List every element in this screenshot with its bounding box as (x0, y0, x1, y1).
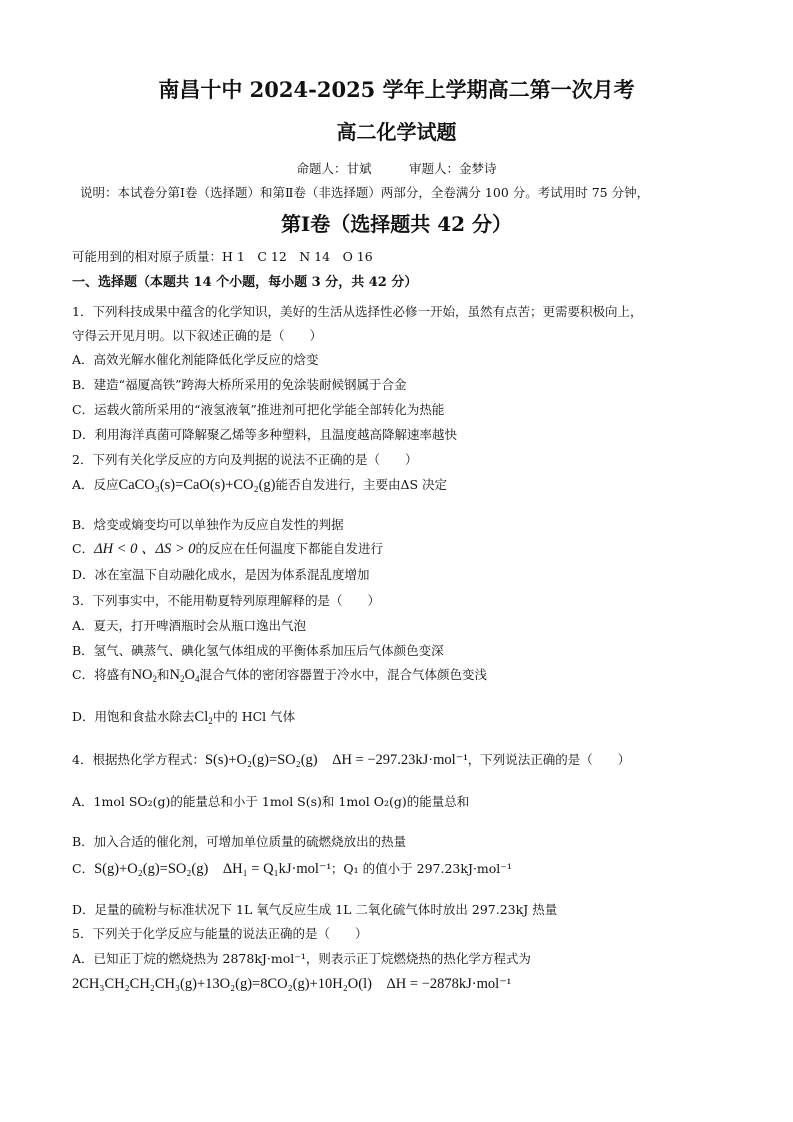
cl2-formula: $Cl_2$ (194, 709, 213, 726)
q2-a-prefix: A．反应 (72, 477, 119, 492)
q3-option-a: A．夏天，打开啤酒瓶时会从瓶口逸出气泡 (72, 618, 307, 633)
q5-stem: 5．下列关于化学反应与能量的说法正确的是（ ） (72, 926, 368, 941)
q1-option-d: D．利用海洋真菌可降解聚乙烯等多种塑料，且温度越高降解速率越快 (72, 427, 458, 442)
q4-option-d: D．足量的硫粉与标准状况下 1L 氧气反应生成 1L 二氧化硫气体时放出 297.23kJ 热量 (72, 902, 558, 917)
exam-title: 南昌十中 2024-2025 学年上学期高二第一次月考 (158, 77, 635, 102)
q3-d-suffix: 中的 HCl 气体 (212, 709, 296, 724)
q4-option-c (72, 861, 512, 877)
q1-option-c: C．运载火箭所采用的“液氢液氧”推进剂可把化学能全部转化为热能 (72, 402, 445, 417)
q2-c-suffix: 的反应在任何温度下都能自发进行 (195, 541, 384, 556)
exam-authors: 命题人：甘斌 审题人：金梦诗 (296, 161, 497, 176)
q1-stem-line2: 守得云开见月明。以下叙述正确的是（ ） (72, 328, 323, 343)
q5-option-a-equation: 2CH₃CH₂CH₂CH₃(g)+13O₂(g)=8CO₂(g)+10H₂O(l) ΔH = −2878kJ·mol⁻¹ (72, 976, 512, 992)
q1-option-a: A．高效光解水催化剂能降低化学反应的焓变 (72, 352, 319, 367)
q2-option-c (72, 541, 383, 557)
q2-a-suffix: 能否自发进行，主要由ΔS 决定 (275, 477, 448, 492)
q4-stem-suffix: ，下列说法正确的是（ ） (467, 752, 631, 767)
section-title: 第Ⅰ卷（选择题共 42 分） (280, 212, 513, 236)
q4-stem-equation: S(s)+O₂(g)=SO₂(g) ΔH = −297.23kJ·mol⁻¹ (204, 752, 468, 768)
q5-option-a-line1: A．已知正丁烷的燃烧热为 2878kJ·mol⁻¹，则表示正丁烷燃烧热的热化学方程式为 (72, 951, 531, 966)
q2-c-prefix: C． (72, 541, 95, 556)
q3-option-b: B．氢气、碘蒸气、碘化氢气体组成的平衡体系加压后气体颜色变深 (72, 643, 444, 658)
atomic-masses: 可能用到的相对原子质量：H 1 C 12 N 14 O 16 (72, 249, 373, 264)
q3-c-mid: 和 (157, 667, 170, 682)
q3-option-c (72, 667, 487, 683)
no2-formula: $NO_2$ (131, 667, 158, 684)
q2-option-a (72, 477, 447, 493)
q2-option-b: B．焓变或熵变均可以单独作为反应自发性的判据 (72, 517, 344, 532)
q4-option-b: B．加入合适的催化剂，可增加单位质量的硫燃烧放出的热量 (72, 834, 407, 849)
q3-c-suffix: 混合气体的密闭容器置于冷水中，混合气体颜色变浅 (199, 667, 488, 682)
exam-note: 说明：本试卷分第Ⅰ卷（选择题）和第Ⅱ卷（非选择题）两部分，全卷满分 100 分。考试用时 75 分钟， (80, 185, 650, 200)
q3-option-d (72, 709, 295, 725)
q1-stem-line1: 1．下列科技成果中蕴含的化学知识，美好的生活从选择性必修一开始，虽然有点苦；更需要积极向上， (72, 304, 643, 319)
q2-stem: 2．下列有关化学反应的方向及判据的说法不正确的是（ ） (72, 452, 418, 467)
q2-c-math: ΔH < 0 、ΔS > 0 (94, 541, 196, 557)
q4-option-a: A．1mol SO₂(g)的能量总和小于 1mol S(s)和 1mol O₂(g)的能量总和 (72, 794, 470, 809)
q3-d-prefix: D．用饱和食盐水除去 (72, 709, 195, 724)
q4-c-equation: S(g)+O₂(g)=SO₂(g) ΔH₁ = Q₁kJ·mol⁻¹ (94, 861, 331, 877)
exam-subtitle: 高二化学试题 (336, 120, 457, 144)
q3-c-prefix: C．将盛有 (72, 667, 132, 682)
n2o4-formula: $N_2O_4$ (169, 667, 200, 684)
q2-a-equation: CaCO₃(s)=CaO(s)+CO₂(g) (118, 477, 276, 493)
q1-option-b: B．建造“福厦高铁”跨海大桥所采用的免涂装耐候钢属于合金 (72, 377, 407, 392)
part-heading: 一、选择题（本题共 14 个小题，每小题 3 分，共 42 分） (72, 275, 418, 290)
q2-option-d: D．冰在室温下自动融化成水，是因为体系混乱度增加 (72, 567, 370, 582)
q4-c-suffix: ；Q₁ 的值小于 297.23kJ·mol⁻¹ (330, 861, 512, 876)
q3-stem: 3．下列事实中，不能用勒夏特列原理解释的是（ ） (72, 593, 380, 608)
q4-stem (72, 752, 630, 768)
q4-stem-prefix: 4．根据热化学方程式： (72, 752, 205, 767)
q4-c-prefix: C． (72, 861, 95, 876)
